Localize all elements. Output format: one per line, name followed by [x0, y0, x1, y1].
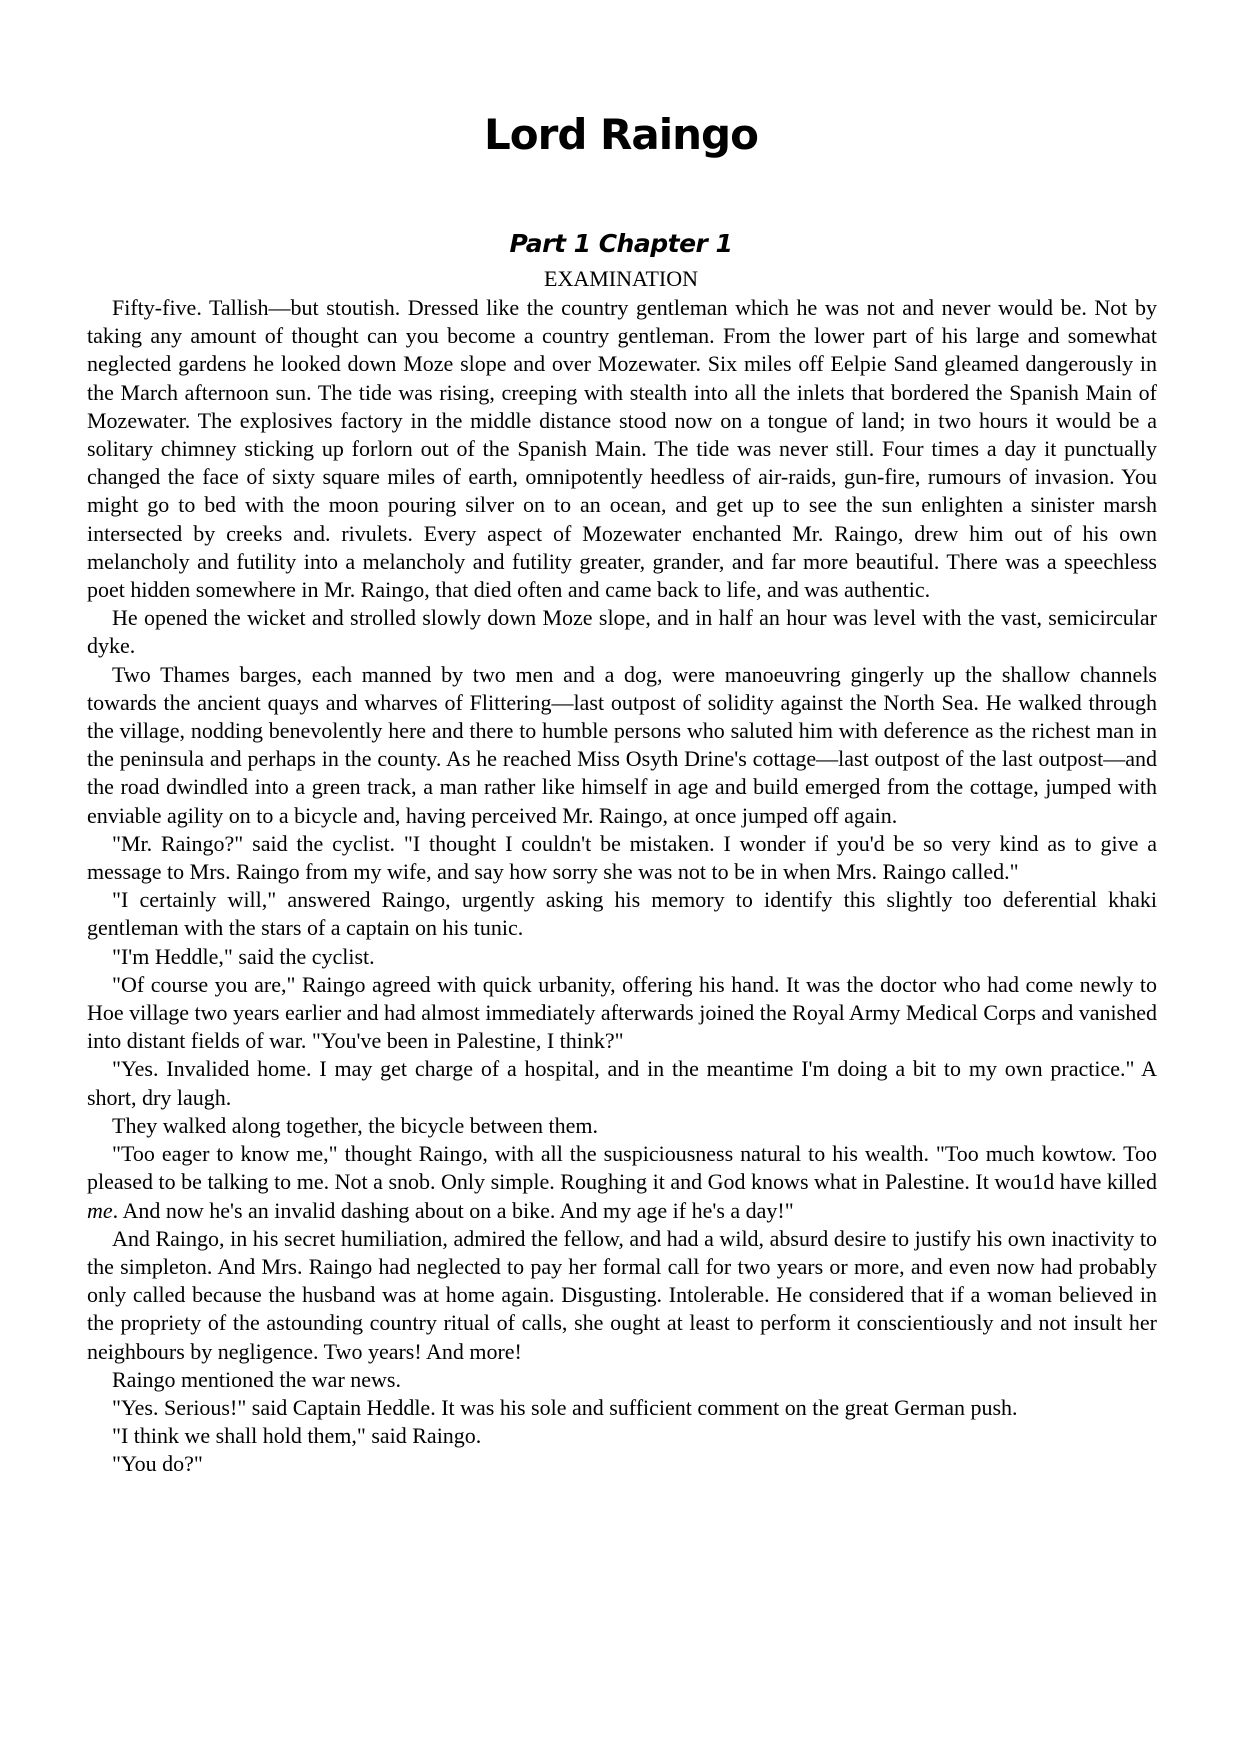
paragraph-4: "Mr. Raingo?" said the cyclist. "I thought I couldn't be mistaken. I wonder if you'd be so very kind as to give a message to Mrs. Raingo from my wife, and say how sorry she was not to be in when Mrs. Raingo called." [87, 830, 1157, 885]
paragraph-11: And Raingo, in his secret humiliation, admired the fellow, and had a wild, absurd desire to justify his own inactivity to the simpleton. And Mrs. Raingo had neglected to pay her formal call for two years or more, and even now had probably only called because the husband was at home again. Disgusting. Intolerable. He considered that if a woman believed in the propriety of the astounding country ritual of calls, she ought at least to perform it conscientiously and not insult her neighbours by negligence. Two years! And more! [87, 1225, 1157, 1364]
paragraph-10-emphasis: me [87, 1197, 113, 1223]
paragraph-12: Raingo mentioned the war news. [112, 1366, 401, 1392]
paragraph-9: They walked along together, the bicycle between them. [112, 1112, 598, 1138]
paragraph-5: "I certainly will," answered Raingo, urgently asking his memory to identify this slightly too deferential khaki gentleman with the stars of a captain on his tunic. [87, 887, 1157, 941]
paragraph-10 [87, 1140, 1157, 1225]
chapter-heading: Part 1 Chapter 1 [509, 229, 733, 258]
paragraph-7: "Of course you are," Raingo agreed with quick urbanity, offering his hand. It was the doctor who had come newly to Hoe village two years earlier and had almost immediately afterwards joined the Royal Army Medical Corps and vanished into distant fields of war. "You've been in Palestine, I think?" [87, 971, 1157, 1054]
paragraph-10-text-after: . And now he's an invalid dashing about on a bike. And my age if he's a day!" [112, 1197, 794, 1223]
paragraph-3: Two Thames barges, each manned by two men and a dog, were manoeuvring gingerly up the shallow channels towards the ancient quays and wharves of Flittering—last outpost of solidity against the North Sea. He walked through the village, nodding benevolently here and there to humble persons who saluted him with deference as the richest man in the peninsula and perhaps in the county. As he reached Miss Osyth Drine's cottage—last outpost of the last outpost—and the road dwindled into a green track, a man rather like himself in age and build emerged from the cottage, jumped with enviable agility on to a bicycle and, having perceived Mr. Raingo, at once jumped off again. [87, 661, 1157, 828]
paragraph-8: "Yes. Invalided home. I may get charge of a hospital, and in the meantime I'm doing a bit to my own practice." A short, dry laugh. [87, 1056, 1157, 1110]
chapter-subheading: EXAMINATION [544, 266, 698, 291]
paragraph-14: "I think we shall hold them," said Raingo. [112, 1423, 482, 1449]
paragraph-6: "I'm Heddle," said the cyclist. [112, 943, 375, 969]
chapter-body [87, 294, 1157, 1479]
paragraph-1: Fifty-five. Tallish—but stoutish. Dressed like the country gentleman which he was not and never would be. Not by taking any amount of thought can you become a country gentleman. From the lower part of his large and somewhat neglected gardens he looked down Moze slope and over Mozewater. Six miles off Eelpie Sand gleamed dangerously in the March afternoon sun. The tide was rising, creeping with stealth into all the inlets that bordered the Spanish Main of Mozewater. The explosives factory in the middle distance stood now on a tongue of land; in two hours it would be a solitary chimney sticking up forlorn out of the Spanish Main. The tide was never still. Four times a day it punctually changed the face of sixty square miles of earth, omnipotently heedless of air-raids, gun-fire, rumours of invasion. You might go to bed with the moon pouring silver on to an ocean, and get up to see the sun enlighten a sinister marsh intersected by creeks and. rivulets. Every aspect of Mozewater enchanted Mr. Raingo, drew him out of his own melancholy and futility into a melancholy and futility greater, grander, and far more beautiful. There was a speechless poet hidden somewhere in Mr. Raingo, that died often and came back to life, and was authentic. [87, 295, 1157, 603]
paragraph-15: "You do?" [112, 1451, 203, 1477]
paragraph-10-text-before: "Too eager to know me," thought Raingo, with all the suspiciousness natural to his wealth. "Too much kowtow. Too pleased to be talking to me. Not a snob. Only simple. Roughing it and God knows what in Palestine. It wou1d have killed [87, 1141, 1157, 1195]
paragraph-13: "Yes. Serious!" said Captain Heddle. It was his sole and sufficient comment on the great German push. [112, 1394, 1018, 1420]
paragraph-2: He opened the wicket and strolled slowly down Moze slope, and in half an hour was level with the vast, semicircular dyke. [87, 605, 1157, 659]
book-title: Lord Raingo [484, 110, 758, 159]
